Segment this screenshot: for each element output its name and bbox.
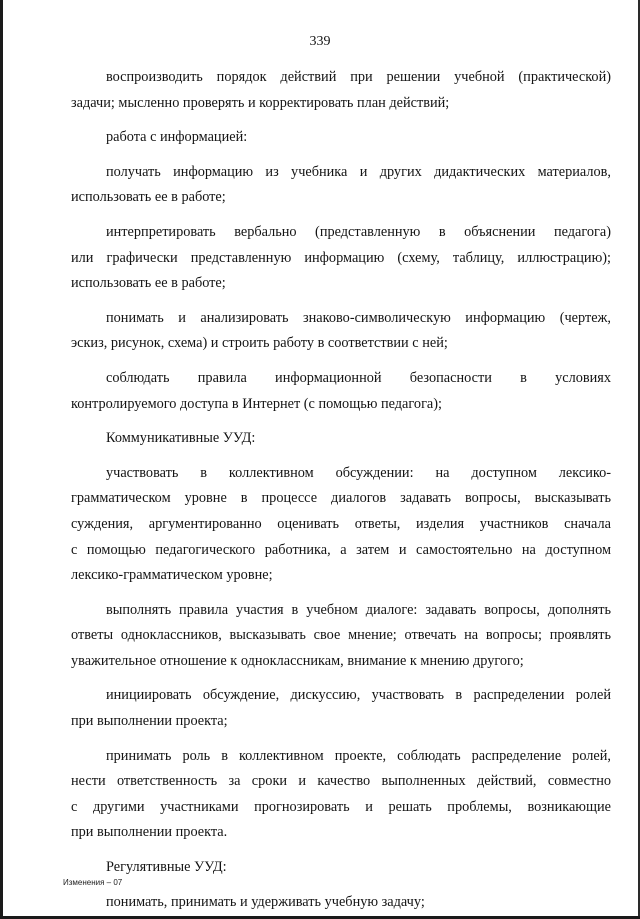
text-line: контролируемого доступа в Интернет (с помощью педагога); <box>71 395 443 412</box>
text-line: лексико-грамматическом уровне; <box>71 567 273 584</box>
text-line: Коммуникативные УУД: <box>106 430 256 447</box>
paragraph-gap <box>71 735 611 744</box>
text-line: с другими участниками прогнозировать и решать проблемы, возникающие <box>71 798 611 815</box>
paragraph-gap <box>71 881 611 890</box>
paragraph <box>71 160 611 211</box>
paragraph <box>71 366 611 417</box>
text-line: соблюдать правила информационной безопасности в условиях <box>106 369 611 386</box>
text-line: понимать и анализировать знаково-символическую информацию (чертеж, <box>106 309 611 326</box>
paragraph-gap <box>71 846 611 855</box>
text-line: или графически представленную информацию (схему, таблицу, иллюстрацию); <box>71 249 611 266</box>
paragraph-gap <box>71 151 611 160</box>
scan-edge-left <box>0 0 3 919</box>
paragraph-gap <box>71 297 611 306</box>
text-line: при выполнении проекта. <box>71 824 228 841</box>
text-line: уважительное отношение к одноклассникам, внимание к мнению другого; <box>71 652 524 669</box>
text-line: участвовать в коллективном обсуждении: на доступном лексико- <box>106 464 611 481</box>
text-line: грамматическом уровне в процессе диалогов задавать вопросы, высказывать <box>71 490 611 507</box>
text-line: воспроизводить порядок действий при решении учебной (практической) <box>106 69 611 85</box>
text-line: инициировать обсуждение, дискуссию, участвовать в распределении ролей <box>106 687 611 704</box>
text-line: эскиз, рисунок, схема) и строить работу в соответствии с ней; <box>71 335 448 352</box>
paragraph <box>71 890 611 916</box>
paragraph <box>71 220 611 297</box>
text-line: использовать ее в работе; <box>71 275 226 292</box>
paragraph <box>71 744 611 846</box>
text-line: нести ответственность за сроки и качество выполненных действий, совместно <box>71 773 611 790</box>
paragraph <box>71 306 611 357</box>
paragraph-gap <box>71 417 611 426</box>
paragraph <box>71 683 611 734</box>
document-body <box>71 65 611 915</box>
text-line: получать информацию из учебника и других дидактических материалов, <box>106 163 611 180</box>
text-line: выполнять правила участия в учебном диалоге: задавать вопросы, дополнять <box>106 601 611 618</box>
text-line: использовать ее в работе; <box>71 189 226 206</box>
paragraph <box>71 855 611 881</box>
paragraph-gap <box>71 452 611 461</box>
text-line: понимать, принимать и удерживать учебную задачу; <box>106 893 425 910</box>
paragraph <box>71 598 611 675</box>
text-line: задачи; мысленно проверять и корректировать план действий; <box>71 94 450 111</box>
paragraph <box>71 426 611 452</box>
text-line: суждения, аргументированно оценивать ответы, изделия участников сначала <box>71 515 611 532</box>
paragraph-gap <box>71 589 611 598</box>
footer-revision-note: Изменения – 07 <box>63 878 123 887</box>
paragraph-gap <box>71 116 611 125</box>
paragraph-gap <box>71 357 611 366</box>
paragraph <box>71 125 611 151</box>
paragraph-gap <box>71 674 611 683</box>
text-line: работа с информацией: <box>106 129 248 146</box>
text-line: при выполнении проекта; <box>71 713 228 730</box>
text-line: интерпретировать вербально (представленную в объяснении педагога) <box>106 223 611 240</box>
paragraph <box>71 461 611 589</box>
text-line: с помощью педагогического работника, а затем и самостоятельно на доступном <box>71 541 611 558</box>
page-number: 339 <box>309 34 331 49</box>
paragraph-gap <box>71 211 611 220</box>
text-line: Регулятивные УУД: <box>106 859 227 876</box>
text-line: ответы одноклассников, высказывать свое мнение; отвечать на вопросы; проявлять <box>71 627 611 644</box>
text-line: принимать роль в коллективном проекте, соблюдать распределение ролей, <box>106 747 611 764</box>
paragraph <box>71 65 611 116</box>
